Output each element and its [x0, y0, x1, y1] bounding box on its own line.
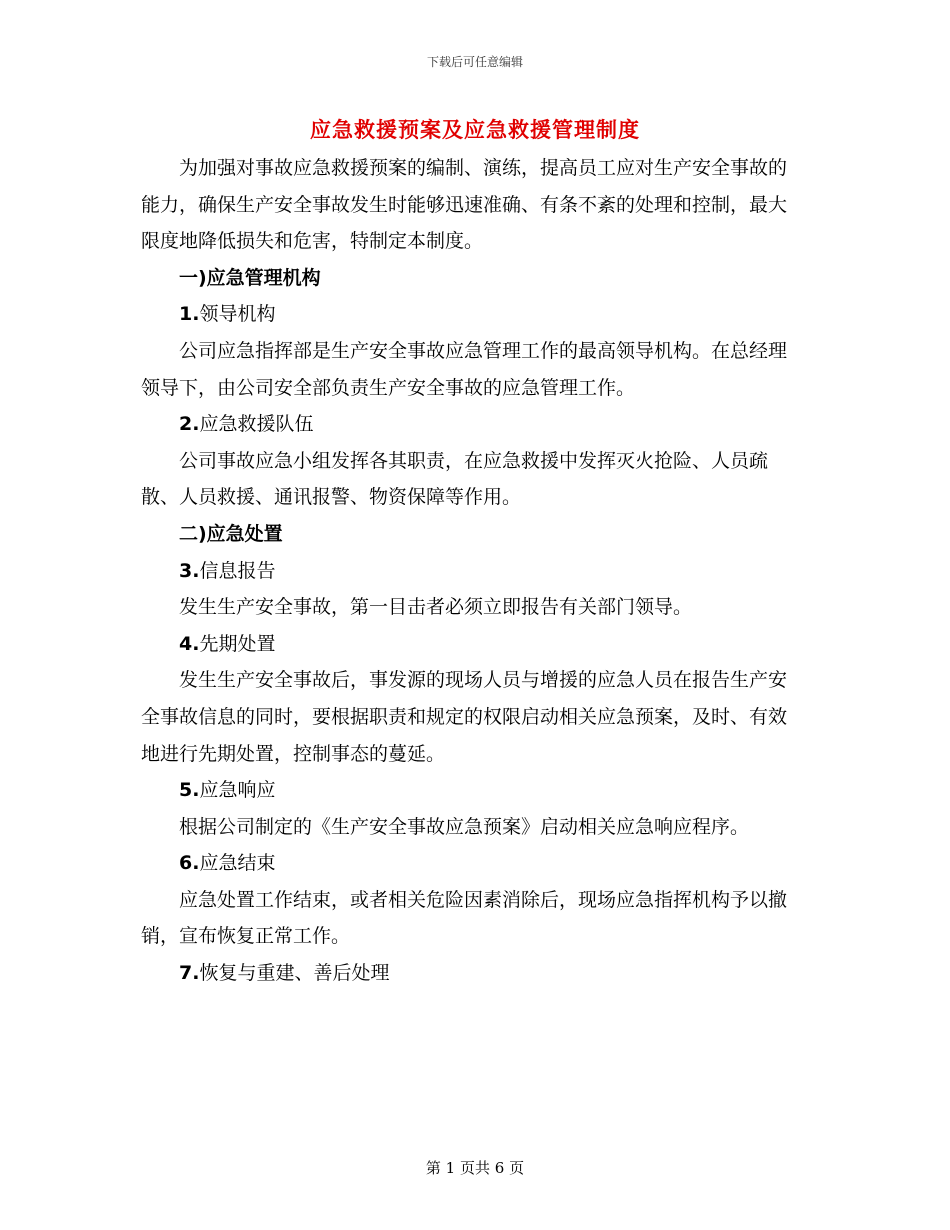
- paragraph-4: 发生生产安全事故后，事发源的现场人员与增援的应急人员在报告生产安全事故信息的同时，要根据职责和规定的权限启动相关应急预案，及时、有效地进行先期处置，控制事态的蔓延。: [141, 669, 788, 765]
- paragraph-5: 根据公司制定的《生产安全事故应急预案》启动相关应急响应程序。: [179, 815, 750, 838]
- subheading-number: 3.: [179, 559, 200, 582]
- subheading-number: 2.: [179, 413, 200, 436]
- page-footer: 第 1 页共 6 页: [425, 1159, 525, 1177]
- subheading-7: [141, 955, 801, 992]
- subheading-label: 应急结束: [199, 852, 276, 875]
- paragraph-6: 应急处置工作结束，或者相关危险因素消除后，现场应急指挥机构予以撤销，宣布恢复正常工作。: [141, 888, 788, 948]
- subheading-label: 领导机构: [199, 303, 276, 326]
- subheading-5: [141, 772, 801, 809]
- subheading-label: 恢复与重建、善后处理: [199, 962, 390, 985]
- subheading-number: 1.: [179, 303, 200, 326]
- section-heading-2: 二)应急处置: [179, 522, 283, 545]
- paragraph-1: 公司应急指挥部是生产安全事故应急管理工作的最高领导机构。在总经理领导下，由公司安全部负责生产安全事故的应急管理工作。: [141, 339, 788, 399]
- subheading-4: [141, 626, 801, 663]
- paragraph-3: 发生生产安全事故，第一目击者必须立即报告有关部门领导。: [179, 596, 693, 619]
- subheading-number: 7.: [179, 962, 200, 985]
- subheading-number: 6.: [179, 852, 200, 875]
- paragraph-2: 公司事故应急小组发挥各其职责，在应急救援中发挥灭火抢险、人员疏散、人员救援、通讯报警、物资保障等作用。: [141, 449, 769, 509]
- subheading-6: [141, 845, 801, 882]
- subheading-3: [141, 553, 801, 590]
- subheading-label: 先期处置: [199, 632, 276, 655]
- intro-paragraph: 为加强对事故应急救援预案的编制、演练，提高员工应对生产安全事故的能力，确保生产安全事故发生时能够迅速准确、有条不紊的处理和控制，最大限度地降低损失和危害，特制定本制度。: [141, 157, 788, 253]
- subheading-label: 信息报告: [199, 559, 276, 582]
- document-title: 应急救援预案及应急救援管理制度: [310, 118, 640, 142]
- document-body: [141, 150, 801, 992]
- section-heading-1: 一)应急管理机构: [179, 266, 321, 289]
- page-header: 下载后可任意编辑: [426, 55, 523, 69]
- subheading-1: [141, 296, 801, 333]
- subheading-number: 5.: [179, 779, 200, 802]
- subheading-label: 应急救援队伍: [199, 413, 314, 436]
- subheading-2: [141, 406, 801, 443]
- subheading-label: 应急响应: [199, 779, 276, 802]
- subheading-number: 4.: [179, 632, 200, 655]
